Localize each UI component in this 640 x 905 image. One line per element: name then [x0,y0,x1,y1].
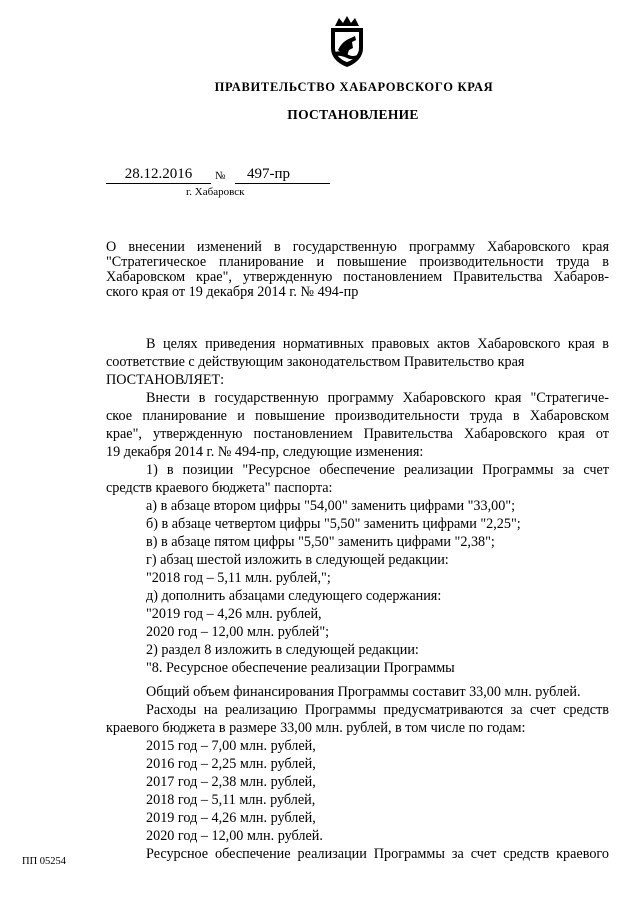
body-line: крае", утвержденную постановлением Правительства Хабаровского края от [106,426,609,442]
number-sign: № [215,170,226,182]
body-line: средств краевого бюджета" паспорта: [106,480,333,496]
body-line: 2016 год – 2,25 млн. рублей, [146,756,316,772]
subject-line: О внесении изменений в государственную программу Хабаровского края [106,239,609,255]
body-line: соответствие с действующим законодательством Правительство края [106,354,525,370]
body-line: 2) раздел 8 изложить в следующей редакции: [146,642,419,658]
body-line: Ресурсное обеспечение реализации Программы за счет средств краевого [146,846,609,862]
body-line: ПОСТАНОВЛЯЕТ: [106,372,225,388]
subject-line: Хабаровском крае", утвержденную постановлением Правительства Хабаров- [106,269,609,285]
body-line: 2019 год – 4,26 млн. рублей, [146,810,316,826]
body-line: 2020 год – 12,00 млн. рублей"; [146,624,330,640]
subject-line: "Стратегическое планирование и повышение производительности труда в [106,254,609,270]
body-line: г) абзац шестой изложить в следующей редакции: [146,552,449,568]
body-line: б) в абзаце четвертом цифры "5,50" заменить цифрами "2,25"; [146,516,521,532]
body-line: ское планирование и повышение производительности труда в Хабаровском [106,408,609,424]
government-heading: ПРАВИТЕЛЬСТВО ХАБАРОВСКОГО КРАЯ [214,80,494,94]
body-line: 2015 год – 7,00 млн. рублей, [146,738,316,754]
document-date: 28.12.2016 [106,166,211,184]
body-line: Общий объем финансирования Программы составит 33,00 млн. рублей. [146,684,581,700]
body-line: д) дополнить абзацами следующего содержания: [146,588,442,604]
body-line: 2020 год – 12,00 млн. рублей. [146,828,323,844]
document-type-heading: ПОСТАНОВЛЕНИЕ [287,107,419,122]
body-line: "2019 год – 4,26 млн. рублей, [146,606,322,622]
body-line: В целях приведения нормативных правовых актов Хабаровского края в [146,336,609,352]
body-line: краевого бюджета в размере 33,00 млн. рублей, в том числе по годам: [106,720,526,736]
body-line: 2017 год – 2,38 млн. рублей, [146,774,316,790]
body-line: "8. Ресурсное обеспечение реализации Программы [146,660,455,676]
subject-line: ского края от 19 декабря 2014 г. № 494-пр [106,284,359,300]
body-line: "2018 год – 5,11 млн. рублей,"; [146,570,331,586]
body-line: 19 декабря 2014 г. № 494-пр, следующие изменения: [106,444,424,460]
body-line: Внести в государственную программу Хабаровского края "Стратегиче- [146,390,609,406]
document-code: ПП 05254 [22,856,67,867]
coat-of-arms-emblem [327,14,367,68]
document-city: г. Хабаровск [186,186,245,198]
document-number: 497-пр [235,166,330,184]
body-line: 2018 год – 5,11 млн. рублей, [146,792,316,808]
body-line: в) в абзаце пятом цифры "5,50" заменить цифрами "2,38"; [146,534,495,550]
document-subject [106,240,609,300]
body-line: 1) в позиции "Ресурсное обеспечение реализации Программы за счет [146,462,609,478]
document-body [106,335,609,863]
body-line: а) в абзаце втором цифры "54,00" заменить цифрами "33,00"; [146,498,516,514]
body-line: Расходы на реализацию Программы предусматриваются за счет средств [146,702,609,718]
